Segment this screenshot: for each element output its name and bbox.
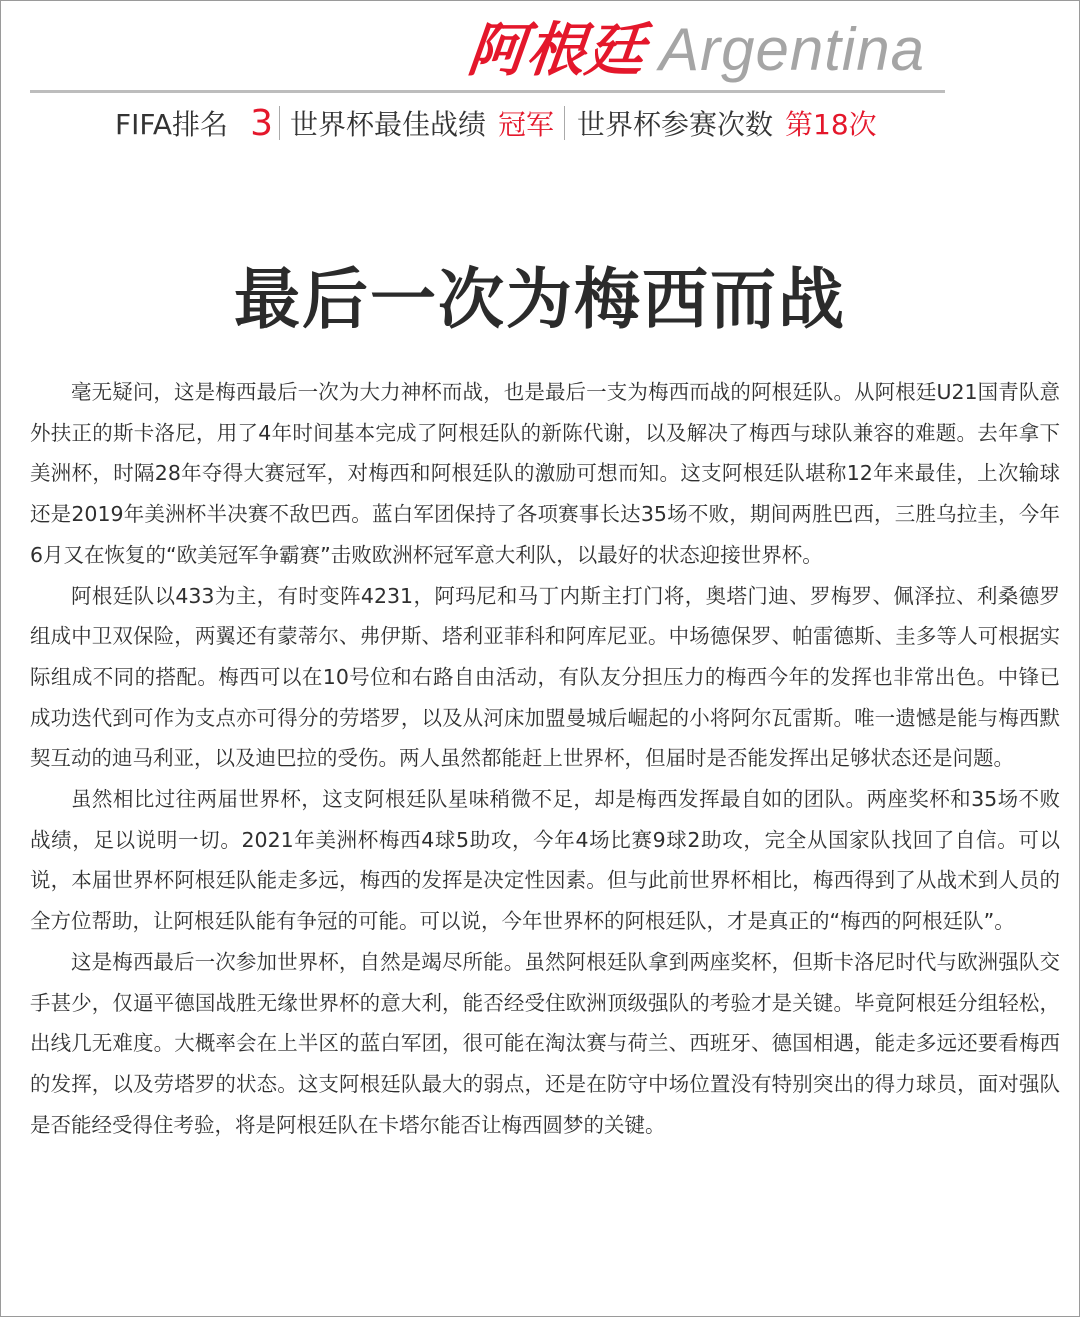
team-name-english: Argentina [659, 16, 925, 83]
fifa-rank-label: FIFA排名 [115, 108, 229, 141]
page-header [30, 14, 945, 94]
stat-divider [564, 106, 565, 140]
article-paragraph: 虽然相比过往两届世界杯，这支阿根廷队星味稍微不足，却是梅西发挥最自如的团队。两座奖杯和35场不败战绩，足以说明一切。2021年美洲杯梅西4球5助攻，今年4场比赛9球2助攻，完全从国家队找回了自信。可以说，本届世界杯阿根廷队能走多远，梅西的发挥是决定性因素。但与此前世界杯相比，梅西得到了从战术到人员的全方位帮助，让阿根廷队能有争冠的可能。可以说，今年世界杯的阿根廷队，才是真正的“梅西的阿根廷队”。 [30, 787, 1060, 934]
article-paragraph: 毫无疑问，这是梅西最后一次为大力神杯而战，也是最后一支为梅西而战的阿根廷队。从阿根廷U21国青队意外扶正的斯卡洛尼，用了4年时间基本完成了阿根廷队的新陈代谢，以及解决了梅西与球队兼容的难题。去年拿下美洲杯，时隔28年夺得大赛冠军，对梅西和阿根廷队的激励可想而知。这支阿根廷队堪称12年来最佳，上次输球还是2019年美洲杯半决赛不敌巴西。蓝白军团保持了各项赛事长达35场不败，期间两胜巴西，三胜乌拉圭，今年6月又在恢复的“欧美冠军争霸赛”击败欧洲杯冠军意大利队，以最好的状态迎接世界杯。 [30, 380, 1060, 567]
best-result-value: 冠军 [497, 108, 554, 141]
stat-divider [279, 106, 280, 140]
article-body [30, 372, 1060, 1145]
article-title: 最后一次为梅西而战 [234, 261, 846, 338]
team-title [464, 14, 925, 86]
best-result-label: 世界杯最佳战绩 [289, 108, 486, 141]
article-paragraph: 这是梅西最后一次参加世界杯，自然是竭尽所能。虽然阿根廷队拿到两座奖杯，但斯卡洛尼时代与欧洲强队交手甚少，仅逼平德国战胜无缘世界杯的意大利，能否经受住欧洲顶级强队的考验才是关键。毕竟阿根廷分组轻松，出线几无难度。大概率会在上半区的蓝白军团，很可能在淘汰赛与荷兰、西班牙、德国相遇，能走多远还要看梅西的发挥，以及劳塔罗的状态。这支阿根廷队最大的弱点，还是在防守中场位置没有特别突出的得力球员，面对强队是否能经受得住考验，将是阿根廷队在卡塔尔能否让梅西圆梦的关键。 [30, 949, 1060, 1137]
fifa-rank-value: 3 [250, 102, 273, 144]
article-paragraph: 阿根廷队以433为主，有时变阵4231，阿玛尼和马丁内斯主打门将，奥塔门迪、罗梅罗、佩泽拉、利桑德罗组成中卫双保险，两翼还有蒙蒂尔、弗伊斯、塔利亚菲科和阿库尼亚。中场德保罗、帕雷德斯、圭多等人可根据实际组成不同的搭配。梅西可以在10号位和右路自由活动，有队友分担压力的梅西今年的发挥也非常出色。中锋已成功迭代到可作为支点亦可得分的劳塔罗，以及从河床加盟曼城后崛起的小将阿尔瓦雷斯。唯一遗憾是能与梅西默契互动的迪马利亚，以及迪巴拉的受伤。两人虽然都能赶上世界杯，但届时是否能发挥出足够状态还是问题。 [30, 583, 1060, 771]
team-stats-bar [115, 99, 877, 147]
appearances-label: 世界杯参赛次数 [577, 108, 774, 141]
team-name-chinese: 阿根廷 [464, 16, 649, 84]
appearances-value: 第18次 [785, 108, 877, 141]
header-divider [30, 90, 945, 93]
